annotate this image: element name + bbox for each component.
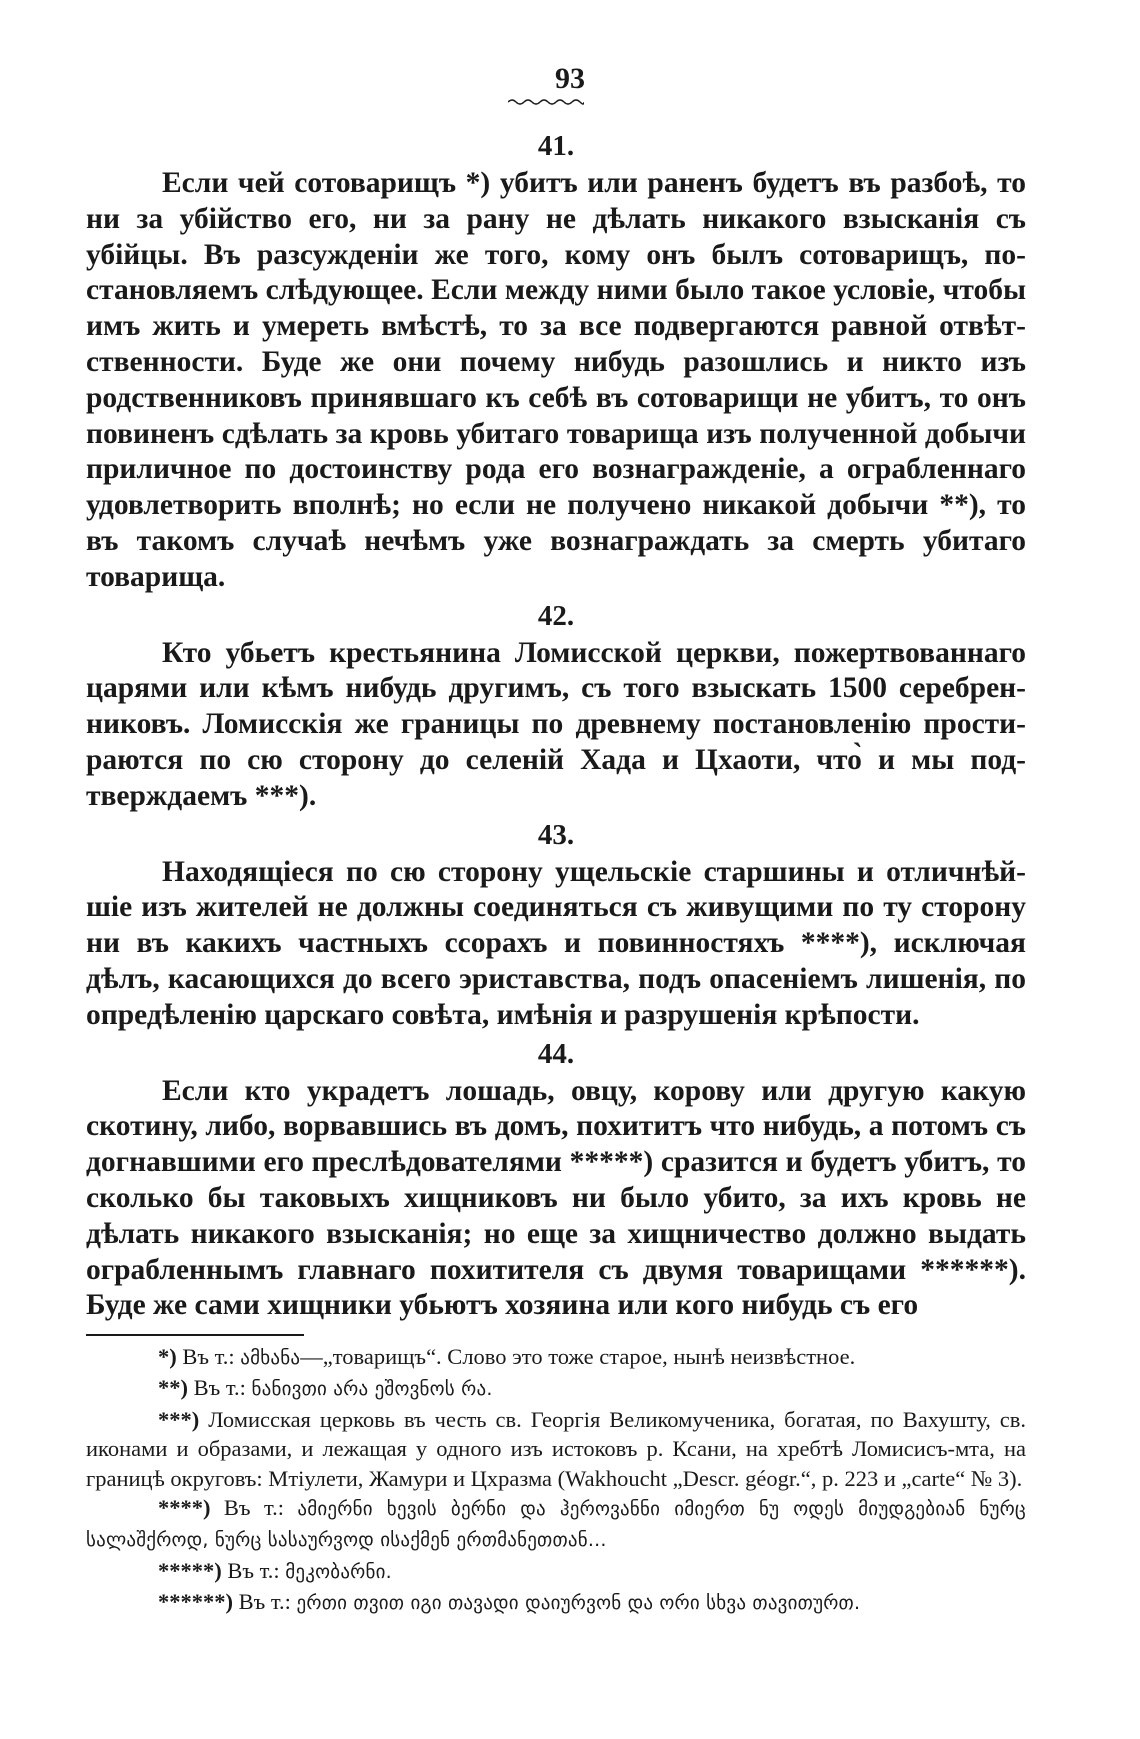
section-number: 41. <box>537 130 575 162</box>
section-paragraph: Находящіеся по сю сторону ущельскіе старшины и отличнѣйшіе изъ жителей не должны соединяться съ живущими по ту сторону ни въ какихъ частныхъ ссорахъ и повинностяхъ ****), исключая дѣлъ, касающихся до всего эриставства, подъ опасеніемъ лишенія, по опредѣленію царскаго совѣта, имѣнія и разрушенія крѣпости. <box>86 855 1026 1031</box>
footnote-georgian: ამხანა <box>240 1347 301 1369</box>
footnote-georgian: ნანივთი არა ეშოვნოს რა. <box>251 1378 493 1401</box>
section-paragraph: Кто убьетъ крестьянина Ломисской церкви, пожертвованнаго царями или кѣмъ нибудь другимъ, съ того взыскать 1500 серебренниковъ. Ломисскія же границы по древнему постановленію простираются по сю сторону до селеній Хада и Цхаоти, что̀ и мы подтверждаемъ ***). <box>86 636 1026 812</box>
footnote <box>86 1556 1026 1587</box>
footnote-mark: *****) <box>158 1557 222 1583</box>
footnote <box>86 1587 1026 1618</box>
footnote-divider <box>86 1334 304 1336</box>
section-paragraph: Если кто украдетъ лошадь, овцу, корову или другую какую скотину, либо, ворвавшись въ домъ, похититъ что нибудь, а потомъ съ догнавшими его преслѣдователями *****) сразится и будетъ убитъ, то сколько бы таковыхъ хищниковъ ни было убито, за ихъ кровь не дѣлать никакого взысканія; но еще за хищничество должно выдать ограбленнымъ главнаго похитителя съ двумя товарищами ******). Буде же сами хищники убьютъ хозяина или кого нибудь съ его <box>86 1074 1026 1322</box>
page-number-ornament <box>508 98 584 106</box>
main-text <box>86 126 1026 1324</box>
footnote-text: Въ т.: <box>223 1495 298 1521</box>
footnote-text: Въ т.: <box>238 1589 297 1615</box>
footnote-text: Въ т.: <box>182 1344 241 1369</box>
section-number: 43. <box>537 818 575 851</box>
footnote-georgian: ერთი თვით იგი თავადი დაიურვონ და ორი სხვა თავითურთ. <box>296 1592 861 1615</box>
footnotes <box>86 1342 1026 1619</box>
footnote-text: Въ т.: <box>227 1557 286 1583</box>
section-number: 42. <box>537 599 575 632</box>
footnote <box>86 1342 1026 1373</box>
footnote-mark: *) <box>158 1344 177 1369</box>
section-number: 44. <box>537 1037 575 1070</box>
footnote-text: Въ т.: <box>193 1375 252 1401</box>
footnote-text: Ломисская церковь въ честь св. Георгія Великомученика, богатая, по Вахушту, св. иконами и образами, и лежащая у одного изъ истоковъ р. Ксани, на хребтѣ Ломисисъ-мта, на границѣ округовъ: Мтіулети, Жамури и Цхразма (Wakhoucht „Descr. géogr.“, p. 223 и „carte“ № 3). <box>86 1406 1027 1491</box>
footnote-georgian: ამიერნი ხევის ბერნი და ჰეროვანნი იმიერთ ნუ ოდეს მიუდგებიან ნურც სალაშქროდ, ნურც სასაურვოდ ისაქმენ ერთმანეთთან... <box>86 1498 1026 1552</box>
section-paragraph: Если чей сотоварищъ *) убитъ или раненъ будетъ въ разбоѣ, то ни за убійство его, ни за рану не дѣлать никакого взысканія съ убійцы. Въ разсужденіи же того, кому онъ былъ сотоварищъ, постановляемъ слѣдующее. Если между ними было такое условіе, чтобы имъ жить и умереть вмѣстѣ, то за все подвергаются равной отвѣтственности. Буде же они почему нибудь разошлись и никто изъ родственниковъ принявшаго къ себѣ въ сотоварищи не убитъ, то онъ повиненъ сдѣлать за кровь убитаго товарища изъ полученной добычи приличное по достоинству рода его вознагражденіе, а ограбленнаго удовлетворить вполнѣ; но если не получено никакой добычи **), то въ такомъ случаѣ нечѣмъ уже вознаграждать за смерть убитаго товарища. <box>86 167 1026 593</box>
footnote-mark: ****) <box>158 1495 211 1521</box>
footnote-georgian: მეკობარნი. <box>285 1560 392 1583</box>
footnote <box>86 1405 1026 1493</box>
footnote <box>86 1493 1026 1556</box>
page-number: 93 <box>555 62 585 95</box>
footnote-text: —„товарищъ“. Слово это тоже старое, нынѣ неизвѣстное. <box>300 1344 856 1369</box>
footnote <box>86 1373 1026 1404</box>
footnote-mark: **) <box>158 1375 188 1401</box>
footnote-mark: ******) <box>158 1589 233 1615</box>
footnote-mark: ***) <box>158 1406 200 1432</box>
